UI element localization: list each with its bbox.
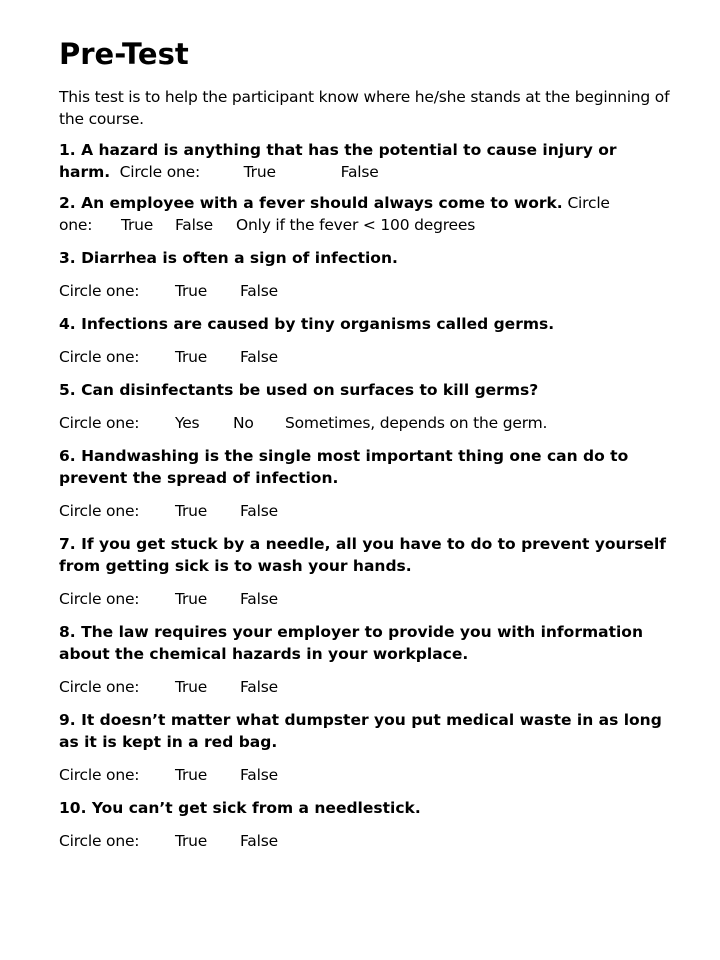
question-7-text: 7. If you get stuck by a needle, all you have to do to prevent yourself from getting sick is to wash your hands. — [59, 535, 667, 575]
question-2 — [59, 192, 671, 236]
question-2-option-true[interactable]: True — [121, 216, 154, 234]
question-2-option-false[interactable]: False — [175, 216, 213, 234]
question-5-circle-label: Circle one: — [59, 414, 140, 432]
question-8-option-false[interactable]: False — [240, 678, 278, 696]
question-5-text: 5. Can disinfectants be used on surfaces to kill germs? — [59, 381, 539, 399]
question-7-option-false[interactable]: False — [240, 590, 278, 608]
question-4-text: 4. Infections are caused by tiny organisms called germs. — [59, 315, 555, 333]
question-8-option-true[interactable]: True — [175, 678, 208, 696]
question-7-circle-label: Circle one: — [59, 590, 140, 608]
question-2-circle-label-part2: one: — [59, 216, 93, 234]
question-5-option-no[interactable]: No — [233, 414, 254, 432]
question-10-option-false[interactable]: False — [240, 832, 278, 850]
question-6-answers — [59, 500, 671, 522]
question-3-answers — [59, 280, 671, 302]
question-5-option-sometimes[interactable]: Sometimes, depends on the germ. — [285, 414, 548, 432]
question-9-circle-label: Circle one: — [59, 766, 140, 784]
question-4-answers — [59, 346, 671, 368]
question-10-circle-label: Circle one: — [59, 832, 140, 850]
page-title: Pre-Test — [59, 37, 189, 71]
question-3-circle-label: Circle one: — [59, 282, 140, 300]
question-1-option-false[interactable]: False — [340, 163, 379, 181]
question-8-text: 8. The law requires your employer to provide you with information about the chemical hazards in your workplace. — [59, 623, 643, 663]
question-8-answers — [59, 676, 671, 698]
question-4-option-false[interactable]: False — [240, 348, 278, 366]
pre-test-page — [59, 34, 671, 863]
question-10-option-true[interactable]: True — [175, 832, 208, 850]
question-5-answers — [59, 412, 671, 434]
question-4-option-true[interactable]: True — [175, 348, 208, 366]
question-6-circle-label: Circle one: — [59, 502, 140, 520]
question-9-text: 9. It doesn’t matter what dumpster you put medical waste in as long as it is kept in a red bag. — [59, 711, 662, 751]
question-1-option-true[interactable]: True — [243, 163, 276, 181]
question-10-text: 10. You can’t get sick from a needlestick. — [59, 799, 421, 817]
question-7-option-true[interactable]: True — [175, 590, 208, 608]
question-5-option-yes[interactable]: Yes — [175, 414, 200, 432]
question-2-text: 2. An employee with a fever should always come to work. — [59, 194, 563, 212]
question-1-text: 1. A hazard is anything that has the potential to cause injury or harm. — [59, 141, 617, 181]
question-2-option-fever[interactable]: Only if the fever < 100 degrees — [236, 216, 476, 234]
question-7-answers — [59, 588, 671, 610]
question-8-circle-label: Circle one: — [59, 678, 140, 696]
question-1 — [59, 139, 671, 183]
question-6-option-false[interactable]: False — [240, 502, 278, 520]
question-9-option-false[interactable]: False — [240, 766, 278, 784]
question-2-circle-label-part1: Circle — [567, 194, 610, 212]
question-4-circle-label: Circle one: — [59, 348, 140, 366]
question-6-text: 6. Handwashing is the single most important thing one can do to prevent the spread of infection. — [59, 447, 629, 487]
question-9-answers — [59, 764, 671, 786]
question-10-answers — [59, 830, 671, 852]
question-3-text: 3. Diarrhea is often a sign of infection. — [59, 249, 398, 267]
question-1-circle-label: Circle one: — [119, 163, 200, 181]
question-6-option-true[interactable]: True — [175, 502, 208, 520]
question-3-option-false[interactable]: False — [240, 282, 278, 300]
question-3-option-true[interactable]: True — [175, 282, 208, 300]
question-9-option-true[interactable]: True — [175, 766, 208, 784]
intro-text: This test is to help the participant know where he/she stands at the beginning of the course. — [59, 88, 670, 128]
